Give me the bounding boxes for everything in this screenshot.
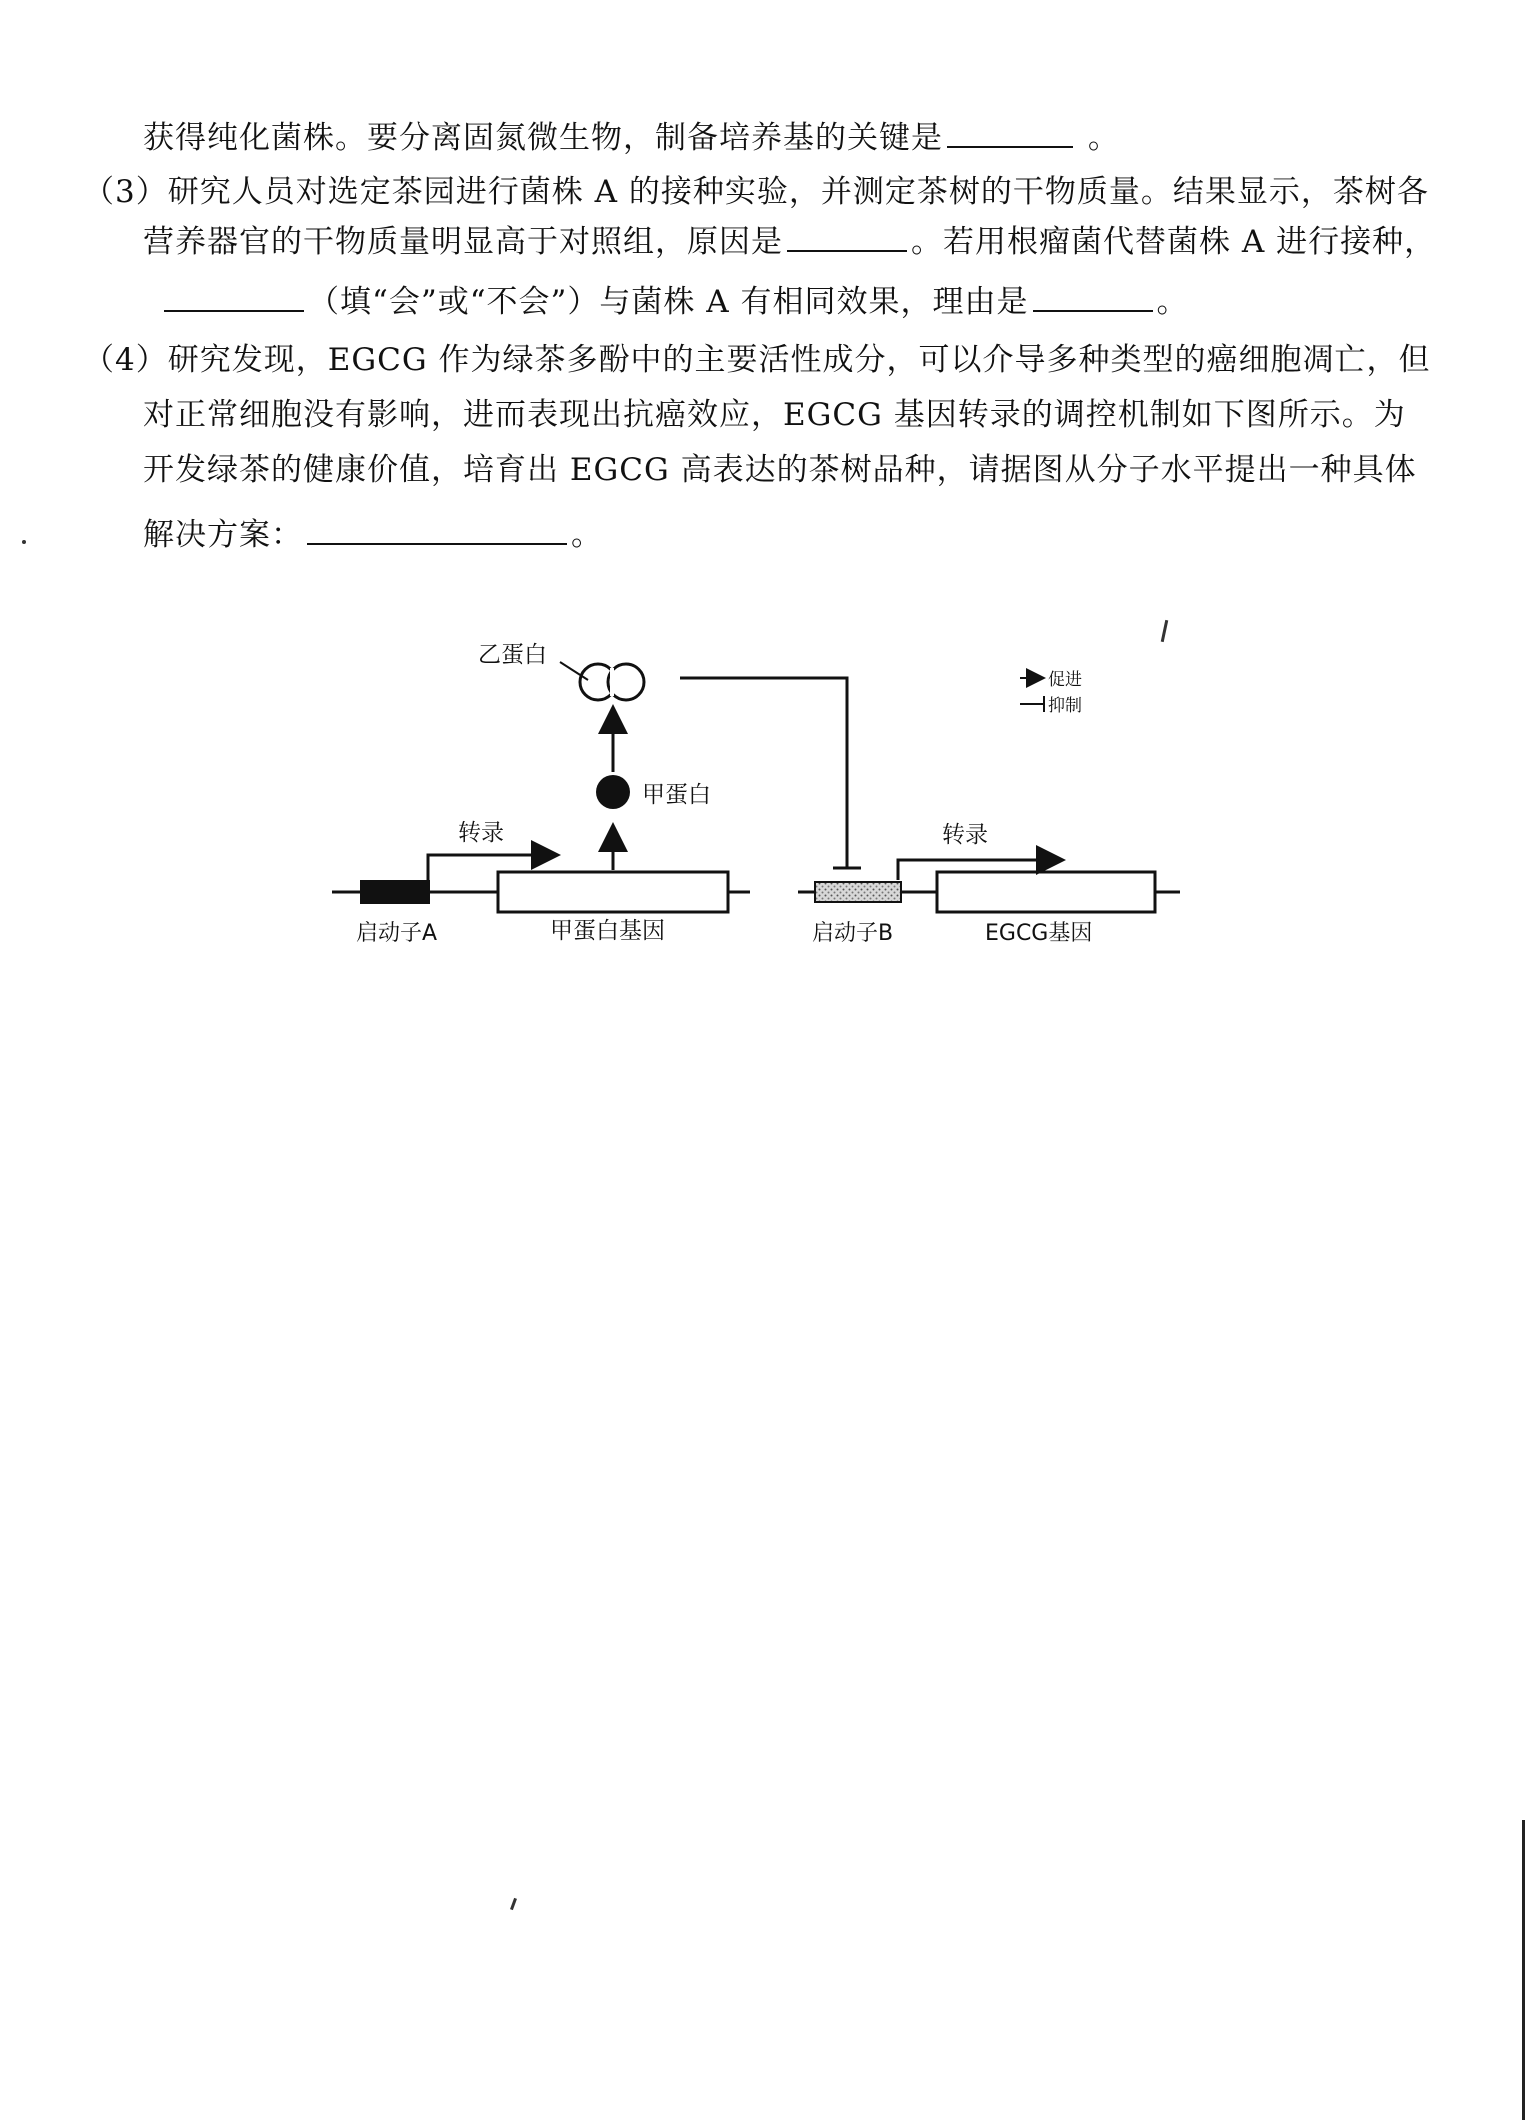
answer-blank-3[interactable] <box>164 284 304 312</box>
legend <box>1020 670 1082 716</box>
scan-dot-mark <box>22 540 26 544</box>
text-line-1: 获得纯化菌株。要分离固氮微生物，制备培养基的关键是 。 <box>143 120 1120 156</box>
inhibition-line <box>680 678 847 868</box>
answer-blank-1[interactable] <box>947 120 1073 148</box>
egcg-regulation-diagram <box>320 600 1220 960</box>
answer-blank-4[interactable] <box>1033 284 1153 312</box>
answer-blank-5[interactable] <box>307 517 567 545</box>
legend-promote-label: 促进 <box>1048 670 1082 690</box>
gene-egcg-label: EGCG基因 <box>985 921 1093 946</box>
q3-number: （3） <box>83 174 168 210</box>
promoter-a-label: 启动子A <box>356 921 438 946</box>
promoter-a-block <box>360 880 430 904</box>
q3-line-1: （3）研究人员对选定茶园进行菌株 A 的接种实验，并测定茶树的干物质量。结果显示，茶树各 <box>83 174 1429 210</box>
q3-line-3: （填“会”或“不会”）与菌株 A 有相同效果，理由是 。 <box>160 282 1189 322</box>
answer-blank-2[interactable] <box>787 224 907 252</box>
transcription-label-left: 转录 <box>458 820 504 846</box>
q4-number: （4） <box>83 342 168 378</box>
legend-inhibit-label: 抑制 <box>1048 696 1082 716</box>
q4-line-3: 开发绿茶的健康价值，培育出 EGCG 高表达的茶树品种，请据图从分子水平提出一种具体 <box>143 452 1417 488</box>
transcription-label-right: 转录 <box>942 822 988 848</box>
promoter-b-block <box>815 882 901 902</box>
gene-egcg-box <box>937 872 1155 912</box>
scan-comma-mark <box>510 1898 517 1910</box>
gene-jia-box <box>498 872 728 912</box>
q4-line-4: 解决方案： 。 <box>143 517 603 553</box>
scan-edge-line <box>1522 1820 1525 2120</box>
q3-line-2: 营养器官的干物质量明显高于对照组，原因是 。若用根瘤菌代替菌株 A 进行接种， <box>143 224 1437 260</box>
protein-jia-icon <box>596 775 630 809</box>
protein-yi-label: 乙蛋白 <box>478 642 547 668</box>
q4-line-2: 对正常细胞没有影响，进而表现出抗癌效应，EGCG 基因转录的调控机制如下图所示。为 <box>143 397 1406 433</box>
protein-jia-label: 甲蛋白 <box>642 782 711 808</box>
gene-jia-label: 甲蛋白基因 <box>550 918 665 944</box>
protein-yi-icon <box>580 664 644 700</box>
promoter-b-label: 启动子B <box>812 921 894 946</box>
q4-line-1: （4）研究发现，EGCG 作为绿茶多酚中的主要活性成分，可以介导多种类型的癌细胞凋亡，但 <box>83 342 1431 378</box>
